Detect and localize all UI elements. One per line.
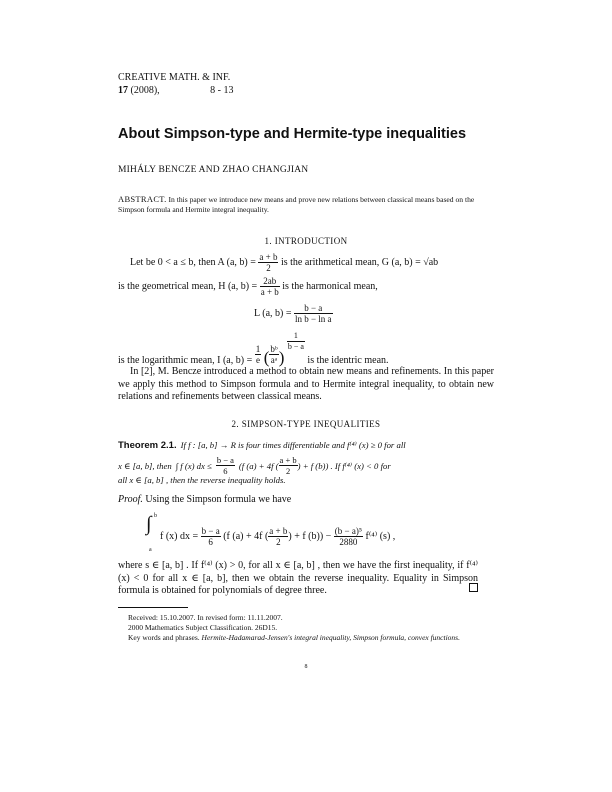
frac-den: 6 <box>208 537 213 547</box>
theorem-2-1 <box>118 437 494 452</box>
fraction-harmonic-mean <box>260 276 280 297</box>
frac-num: b − a <box>294 303 333 314</box>
fraction-eq2 <box>268 526 288 547</box>
intro-line4-prefix: is the logarithmic mean, I (a, b) = <box>118 355 253 366</box>
L-lhs: L (a, b) = <box>254 307 292 319</box>
open-paren: ( <box>263 348 270 367</box>
intro-line1-prefix: Let be 0 < a ≤ b, then A (a, b) = <box>130 256 256 268</box>
proof-intro <box>118 494 291 507</box>
simpson-formula-equation <box>146 512 506 554</box>
frac-den: 6 <box>223 466 228 476</box>
frac-den: e <box>255 355 260 365</box>
fraction-bb-aa <box>269 344 278 365</box>
journal-volume-line <box>118 84 234 97</box>
authors: MIHÁLY BENCZE AND ZHAO CHANGJIAN <box>118 165 309 175</box>
fraction-arithmetic-mean <box>258 252 278 273</box>
footnote-rule <box>118 607 188 608</box>
theorem-line2-prefix: x ∈ [a, b], then <box>118 461 172 472</box>
frac-den: a + b <box>260 287 279 297</box>
logarithmic-mean-equation <box>254 303 333 324</box>
intro-line1-mid: is the arithmetical mean, G (a, b) = √ab <box>280 256 439 268</box>
abstract-label: ABSTRACT. <box>118 194 167 204</box>
fraction-eq1 <box>201 526 221 547</box>
frac-den: 2 <box>266 263 271 273</box>
theorem-label: Theorem 2.1. <box>118 440 177 451</box>
intro-line-1 <box>130 252 510 273</box>
section-heading-simpson: 2. SIMPSON-TYPE INEQUALITIES <box>231 419 381 429</box>
integral-lower-limit: a <box>149 547 152 553</box>
theorem-line-2 <box>118 455 498 476</box>
journal-header <box>118 71 234 97</box>
intro-line-2 <box>118 276 508 297</box>
eq-tail: ) + f (b)) − <box>288 530 332 542</box>
frac-den: 2 <box>285 466 291 476</box>
section-heading-introduction: 1. INTRODUCTION <box>264 236 348 246</box>
intro-line-4 <box>118 331 508 368</box>
frac-num: 1 <box>287 331 305 342</box>
fraction-midpoint <box>279 455 298 476</box>
frac-num: a + b <box>279 455 297 465</box>
journal-volume: 17 <box>118 85 128 96</box>
equation-body <box>160 526 395 547</box>
keywords-text: Hermite-Hadamarad-Jensen's integral inequality, Simpson formula, convex functions. <box>201 633 460 642</box>
eq-mid: (f (a) + 4f ( <box>223 530 269 542</box>
theorem-line-1: If f : [a, b] → R is four times differentiable and f⁽⁴⁾ (x) ≥ 0 for all <box>180 440 406 450</box>
frac-num: b − a <box>201 526 220 536</box>
frac-num: 1 <box>255 344 261 354</box>
journal-pages: 8 - 13 <box>210 85 234 96</box>
frac-num: a + b <box>269 526 288 536</box>
page-number: 8 <box>304 664 308 670</box>
paper-title: About Simpson-type and Hermite-type inequalities <box>118 126 467 142</box>
proof-text: Using the Simpson formula we have <box>145 494 292 505</box>
intro-line2-suffix: is the harmonical mean, <box>282 280 378 292</box>
eq-lhs: f (x) dx = <box>160 530 199 542</box>
theorem-line-3: all x ∈ [a, b] , then the reverse inequality holds. <box>118 475 286 485</box>
proof-conclusion: where s ∈ [a, b] . If f⁽⁴⁾ (x) > 0, for all x ∈ [a, b] , then we have the first inequality, if f⁽⁴⁾ (x) < 0 for all x ∈ [a, b], then we obtain the reverse inequality. Equality in Simpson formula is obtained for polynomials of degree three. <box>118 560 478 596</box>
keywords-label: Key words and phrases. <box>128 633 200 642</box>
journal-year: (2008), <box>130 85 160 96</box>
fraction-logarithmic-mean <box>294 303 333 324</box>
abstract-text: In this paper we introduce new means and prove new relations between classical means based on the Simpson formula and Hermite integral inequality. <box>118 195 475 214</box>
fraction-b-minus-a-over-6 <box>216 455 235 476</box>
footnote-received: Received: 15.10.2007. In revised form: 11.11.2007. <box>128 613 283 622</box>
frac-num: bᵇ <box>270 344 278 354</box>
frac-num: 2ab <box>260 276 280 287</box>
abstract <box>118 194 494 215</box>
fraction-one-over-e <box>255 344 262 365</box>
close-paren: ) <box>278 348 285 367</box>
footnote-keywords <box>118 633 494 643</box>
theorem-line2-tail: ) + f (b)) . If f⁽⁴⁾ (x) < 0 for <box>297 461 391 472</box>
frac-den: 2880 <box>339 537 358 547</box>
frac-den: ln b − ln a <box>294 314 332 324</box>
theorem-paren: (f (a) + 4f ( <box>238 461 279 472</box>
journal-name: CREATIVE MATH. & INF. <box>118 72 231 83</box>
intro-paragraph: In [2], M. Bencze introduced a method to obtain new means and refinements. In this paper we apply this method to Simpson formula and to Hermite integral inequality, to obtain new relations and refinements between classical means. <box>118 366 494 402</box>
fraction-exponent <box>287 331 305 352</box>
eq-end: f⁽⁴⁾ (s) , <box>365 530 396 542</box>
intro-line4-suffix: is the identric mean. <box>307 355 389 366</box>
qed-square-icon <box>469 583 478 592</box>
frac-den: b − a <box>287 342 304 351</box>
frac-den: 2 <box>276 537 281 547</box>
footnote-msc: 2000 Mathematics Subject Classification. 26D15. <box>128 623 278 632</box>
frac-num: a + b <box>259 252 278 262</box>
frac-num: b − a <box>216 455 234 465</box>
proof-label: Proof. <box>118 494 143 505</box>
frac-num: (b − a)⁵ <box>334 526 362 536</box>
theorem-integral: ∫ f (x) dx ≤ <box>175 461 212 472</box>
integral-sign: ∫ <box>146 513 152 535</box>
integral-upper-limit: b <box>154 513 157 519</box>
intro-line2-prefix: is the geometrical mean, H (a, b) = <box>118 280 258 292</box>
fraction-eq3 <box>334 526 363 547</box>
frac-den: aᵃ <box>270 355 278 365</box>
